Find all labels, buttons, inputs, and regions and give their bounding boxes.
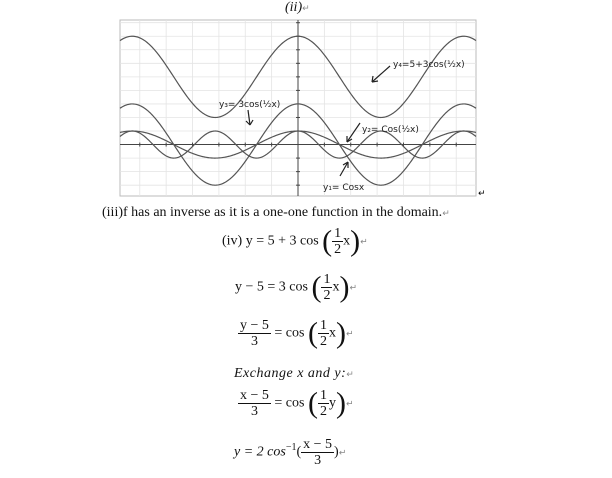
label-y1: y₁= Cosx <box>323 183 365 193</box>
frac-num: 1 <box>334 226 342 241</box>
return-mark: ↵ <box>349 283 357 294</box>
open-paren: ( <box>307 386 318 420</box>
return-mark: ↵ <box>442 209 450 219</box>
equation-1-lhs: y = 5 + 3 cos <box>245 233 319 249</box>
label-y3: y₃= 3cos(½x) <box>219 100 281 110</box>
equation-4-fraction <box>238 388 271 419</box>
close-paren: ) <box>335 386 346 420</box>
open-paren: ( <box>296 444 302 460</box>
close-paren: ) <box>334 444 339 460</box>
open-paren: ( <box>311 270 322 304</box>
frac-num: x − 5 <box>303 437 333 452</box>
frac-num: y − 5 <box>240 318 269 333</box>
return-mark: ↵ <box>346 370 355 380</box>
equation-5-lhs: y = 2 cos <box>234 444 286 460</box>
open-paren: ( <box>322 224 333 258</box>
frac-num: 1 <box>319 388 327 403</box>
half-fraction <box>318 318 329 349</box>
return-mark: ↵ <box>345 399 354 410</box>
frac-den: 3 <box>250 404 258 419</box>
graph-return-mark: ↵ <box>478 189 486 199</box>
label-y2: y₂= Cos(½x) <box>362 125 419 135</box>
inverse-superscript: −1 <box>285 442 297 454</box>
equation-1 <box>222 226 368 257</box>
graph-axes <box>120 20 476 196</box>
frac-den: 2 <box>319 404 327 419</box>
equation-5 <box>234 437 346 468</box>
part-ii-text: (ii) <box>285 0 303 15</box>
half-fraction <box>321 272 332 303</box>
equation-4 <box>238 388 354 419</box>
half-fraction <box>318 388 329 419</box>
close-paren: ) <box>350 224 361 258</box>
equation-2-lhs: y − 5 = 3 cos <box>235 279 308 295</box>
frac-num: 1 <box>323 272 331 287</box>
var-x: x <box>328 325 336 341</box>
var-x: x <box>332 279 340 295</box>
var-x: x <box>343 233 351 249</box>
exchange-line <box>234 366 354 382</box>
frac-den: 3 <box>250 334 258 349</box>
frac-den: 2 <box>323 288 331 303</box>
equation-2 <box>235 272 357 303</box>
label-y4: y₄=5+3cos(½x) <box>393 60 465 70</box>
frac-den: 2 <box>319 334 327 349</box>
return-mark: ↵ <box>360 237 368 248</box>
equals-cos: = cos <box>274 325 305 341</box>
return-mark: ↵ <box>338 448 347 459</box>
frac-den: 2 <box>334 242 342 257</box>
exchange-text: Exchange x and y: <box>234 366 347 381</box>
part-iii <box>102 205 450 221</box>
equation-3-fraction <box>238 318 271 349</box>
close-paren: ) <box>335 316 346 350</box>
return-mark: ↵ <box>345 329 354 340</box>
half-fraction <box>332 226 343 257</box>
function-graph <box>0 0 612 210</box>
part-iv-label: (iv) <box>222 233 243 249</box>
frac-num: x − 5 <box>240 388 269 403</box>
var-y: y <box>328 395 336 411</box>
equation-5-fraction <box>301 437 334 468</box>
arrow-y4 <box>372 66 390 82</box>
arrow-y2 <box>347 123 360 142</box>
equation-3 <box>238 318 354 349</box>
equals-cos: = cos <box>274 395 305 411</box>
frac-num: 1 <box>319 318 327 333</box>
open-paren: ( <box>307 316 318 350</box>
frac-den: 3 <box>314 453 322 468</box>
return-mark: ↵ <box>302 4 310 14</box>
close-paren: ) <box>339 270 350 304</box>
part-iii-text: (iii)f has an inverse as it is a one-one function in the domain. <box>102 205 443 220</box>
